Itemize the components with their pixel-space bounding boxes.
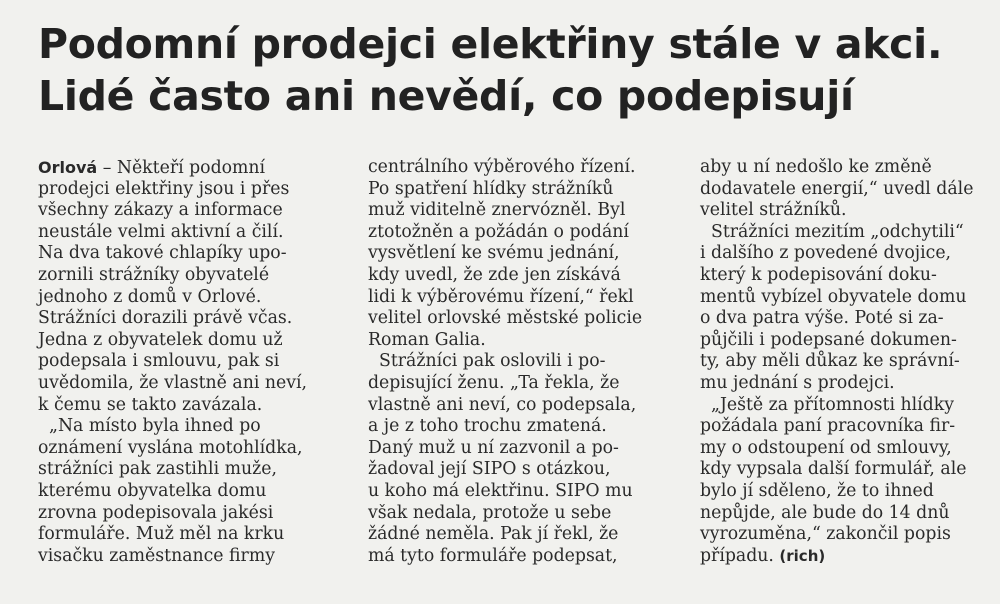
article-line: všechny zákazy a informace bbox=[38, 200, 283, 221]
article-line: o dva patra výše. Poté si za- bbox=[700, 308, 944, 329]
article-line: žadoval její SIPO s otázkou, bbox=[368, 459, 611, 480]
article-line: „Na místo byla ihned po bbox=[38, 416, 261, 437]
article-line: kterému obyvatelka domu bbox=[38, 480, 267, 501]
article-line: mentů vybízel obyvatele domu bbox=[700, 286, 967, 307]
article-line: nepůjde, ale bude do 14 dnů bbox=[700, 502, 950, 523]
article-line: velitel orlovské městské policie bbox=[368, 308, 643, 329]
article-line: Daný muž u ní zazvonil a po- bbox=[368, 437, 619, 458]
article-line: my o odstoupení od smlouvy, bbox=[700, 437, 952, 458]
article-line bbox=[700, 546, 1000, 568]
article-text: – Někteří podomní bbox=[97, 158, 266, 178]
article-line: vlastně ani neví, co podepsala, bbox=[368, 394, 637, 415]
headline-line-2: Lidé často ani nevědí, co podepisují bbox=[38, 72, 854, 120]
article-line: kdy vypsala další formulář, ale bbox=[700, 459, 967, 480]
article-line: Jedna z obyvatelek domu už bbox=[38, 329, 283, 350]
article-line: vysvětlení ke svému jednání, bbox=[368, 243, 620, 264]
article-line: bylo jí sděleno, že to ihned bbox=[700, 480, 934, 501]
author-signature: (rich) bbox=[779, 546, 826, 565]
article-line: kdy uvedl, že zde jen získává bbox=[368, 264, 621, 285]
article-line bbox=[38, 157, 338, 179]
article-line: Na dva takové chlapíky upo- bbox=[38, 243, 287, 264]
article-line: však nedala, protože u sebe bbox=[368, 502, 612, 523]
article-line: a je z toho trochu zmatená. bbox=[368, 416, 607, 437]
article-line: vyrozuměna,“ zakončil popis bbox=[700, 524, 951, 545]
article-line: mu jednání s prodejci. bbox=[700, 372, 895, 393]
article-line: půjčili i podepsané dokumen- bbox=[700, 329, 957, 350]
article-line: požádala paní pracovníka fir- bbox=[700, 416, 956, 437]
article-line: Roman Galia. bbox=[368, 329, 486, 350]
article-line: Strážníci dorazili právě včas. bbox=[38, 308, 293, 329]
headline-line-1: Podomní prodejci elektřiny stále v akci. bbox=[38, 20, 943, 68]
article-column-2 bbox=[368, 157, 678, 567]
article-column-3 bbox=[700, 157, 1000, 567]
dateline: Orlová bbox=[38, 158, 98, 177]
headline bbox=[38, 18, 988, 122]
article-line: uvědomila, že vlastně ani neví, bbox=[38, 372, 307, 393]
article-line: podepsala i smlouvu, pak si bbox=[38, 351, 280, 372]
article-text: případu. bbox=[700, 545, 780, 566]
article-line: „Ještě za přítomnosti hlídky bbox=[700, 394, 954, 415]
article-line: lidi k výběrovému řízení,“ řekl bbox=[368, 286, 634, 307]
article-line: žádné neměla. Pak jí řekl, že bbox=[368, 524, 619, 545]
article-line: centrálního výběrového řízení. bbox=[368, 157, 636, 177]
article-line: i dalšího z povedené dvojice, bbox=[700, 243, 952, 264]
article-line: který k podepisování doku- bbox=[700, 264, 937, 285]
article-line: Strážníci mezitím „odchytili“ bbox=[700, 221, 964, 242]
article-line: Po spatření hlídky strážníků bbox=[368, 178, 614, 199]
article-line: visačku zaměstnance firmy bbox=[38, 545, 275, 566]
article-line: zrovna podepisovala jakési bbox=[38, 502, 274, 523]
article-line: aby u ní nedošlo ke změně bbox=[700, 157, 932, 177]
article-line: u koho má elektřinu. SIPO mu bbox=[368, 480, 633, 501]
article-line: strážníci pak zastihli muže, bbox=[38, 459, 277, 480]
article-line: muž viditelně znervózněl. Byl bbox=[368, 200, 626, 221]
article-line: ztotožněn a požádán o podání bbox=[368, 221, 629, 242]
article-line: Strážníci pak oslovili i po- bbox=[368, 351, 606, 372]
article-line: prodejci elektřiny jsou i přes bbox=[38, 178, 290, 199]
article-line: ty, aby měli důkaz ke správní- bbox=[700, 351, 960, 372]
article-line: formuláře. Muž měl na krku bbox=[38, 524, 285, 545]
article-line: velitel strážníků. bbox=[700, 200, 847, 221]
article-line: k čemu se takto zavázala. bbox=[38, 394, 263, 415]
article-line: má tyto formuláře podepsat, bbox=[368, 545, 618, 566]
article-line: oznámení vyslána motohlídka, bbox=[38, 437, 303, 458]
article-line: neustále velmi aktivní a čilí. bbox=[38, 221, 284, 242]
article-line: dodavatele energií,“ uvedl dále bbox=[700, 178, 974, 199]
article-line: jednoho z domů v Orlové. bbox=[38, 286, 262, 307]
article-line: zornili strážníky obyvatelé bbox=[38, 264, 270, 285]
article-line: depisující ženu. „Ta řekla, že bbox=[368, 372, 620, 393]
article-column-1 bbox=[38, 157, 338, 567]
